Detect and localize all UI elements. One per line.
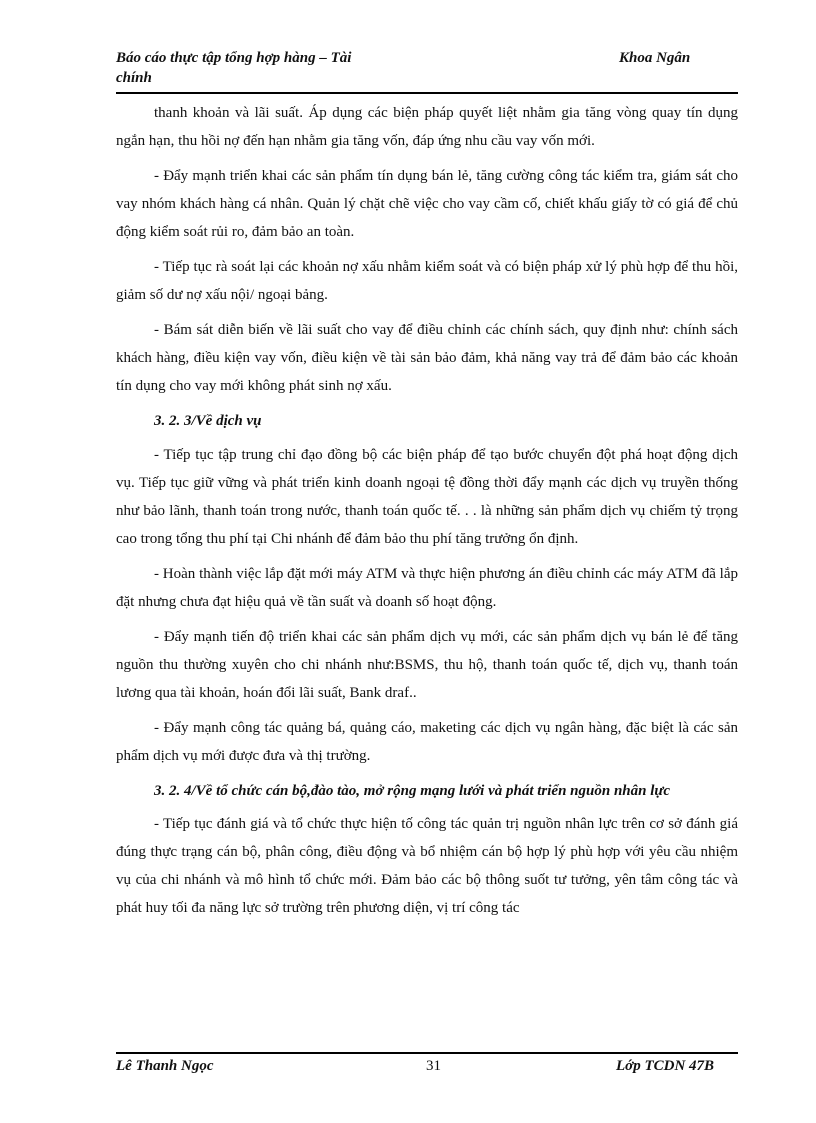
body-paragraph-7: - Đẩy mạnh tiến độ triển khai các sản phẩm dịch vụ mới, các sản phẩm dịch vụ bán lẻ để tăng nguồn thu thường xuyên cho chi nhánh như:BSMS, thu hộ, thanh toán quốc tế, dịch vụ, thanh toán lương qua tài khoản, hoán đổi lãi suất, Bank draf..: [116, 629, 738, 701]
body-paragraph-5: - Tiếp tục tập trung chỉ đạo đồng bộ các biện pháp để tạo bước chuyển đột phá hoạt động dịch vụ. Tiếp tục giữ vững và phát triển kinh doanh ngoại tệ đồng thời đẩy mạnh các dịch vụ truyền thống như bảo lãnh, thanh toán trong nước, thanh toán quốc tế. . . là những sản phẩm dịch vụ chiếm tỷ trọng cao trong tổng thu phí tại Chi nhánh để đảm bảo thu phí tăng trưởng ổn định.: [116, 447, 738, 547]
section-heading-hr: 3. 2. 4/Về tổ chức cán bộ,đào tào, mở rộng mạng lưới và phát triển nguồn nhân lực: [154, 783, 671, 799]
page-number: 31: [426, 1058, 441, 1074]
body-paragraph-8: - Đẩy mạnh công tác quảng bá, quảng cáo, maketing các dịch vụ ngân hàng, đặc biệt là các sản phẩm dịch vụ mới được đưa và thị trường.: [116, 720, 738, 764]
header-right-title: Khoa Ngân: [619, 50, 691, 66]
footer-class: Lớp TCDN 47B: [616, 1058, 715, 1074]
footer-author: Lê Thanh Ngọc: [116, 1058, 214, 1074]
body-paragraph-3: - Tiếp tục rà soát lại các khoản nợ xấu nhằm kiểm soát và có biện pháp xử lý phù hợp để thu hồi, giảm số dư nợ xấu nội/ ngoại bảng.: [116, 259, 738, 303]
body-paragraph-4: - Bám sát diễn biến về lãi suất cho vay để điều chỉnh các chính sách, quy định như: chính sách khách hàng, điều kiện vay vốn, điều kiện về tài sản bảo đảm, khả năng vay trả để đảm bảo các khoản tín dụng cho vay mới không phát sinh nợ xấu.: [116, 322, 738, 394]
document-body: [116, 99, 738, 929]
page-header: [116, 48, 738, 94]
section-heading-services: 3. 2. 3/Về dịch vụ: [154, 413, 262, 429]
body-paragraph-1: thanh khoản và lãi suất. Áp dụng các biện pháp quyết liệt nhằm gia tăng vòng quay tín dụng ngắn hạn, thu hồi nợ đến hạn nhằm gia tăng vốn, đáp ứng nhu cầu vay vốn mới.: [116, 105, 738, 149]
footer-divider: [116, 1052, 738, 1054]
body-paragraph-9: - Tiếp tục đánh giá và tổ chức thực hiện tố công tác quản trị nguồn nhân lực trên cơ sở đánh giá đúng thực trạng cán bộ, phân công, điều động và bổ nhiệm cán bộ hợp lý phù hợp với yêu cầu nhiệm vụ của chi nhánh và mô hình tổ chức mới. Đảm bảo các bộ thông suốt tư tưởng, yên tâm công tác và phát huy tối đa năng lực sở trường trên phương diện, vị trí công tác: [116, 816, 738, 916]
body-paragraph-2: - Đẩy mạnh triển khai các sản phẩm tín dụng bán lẻ, tăng cường công tác kiểm tra, giám sát cho vay nhóm khách hàng cá nhân. Quản lý chặt chẽ việc cho vay cầm cố, chiết khấu giấy tờ có giá để chủ động kiểm soát rủi ro, đảm bảo an toàn.: [116, 168, 738, 240]
header-left-title: Báo cáo thực tập tổng hợp hàng – Tài chính: [116, 50, 352, 86]
body-paragraph-6: - Hoàn thành việc lắp đặt mới máy ATM và thực hiện phương án điều chỉnh các máy ATM đã lắp đặt nhưng chưa đạt hiệu quả về tần suất và doanh số hoạt động.: [116, 566, 738, 610]
